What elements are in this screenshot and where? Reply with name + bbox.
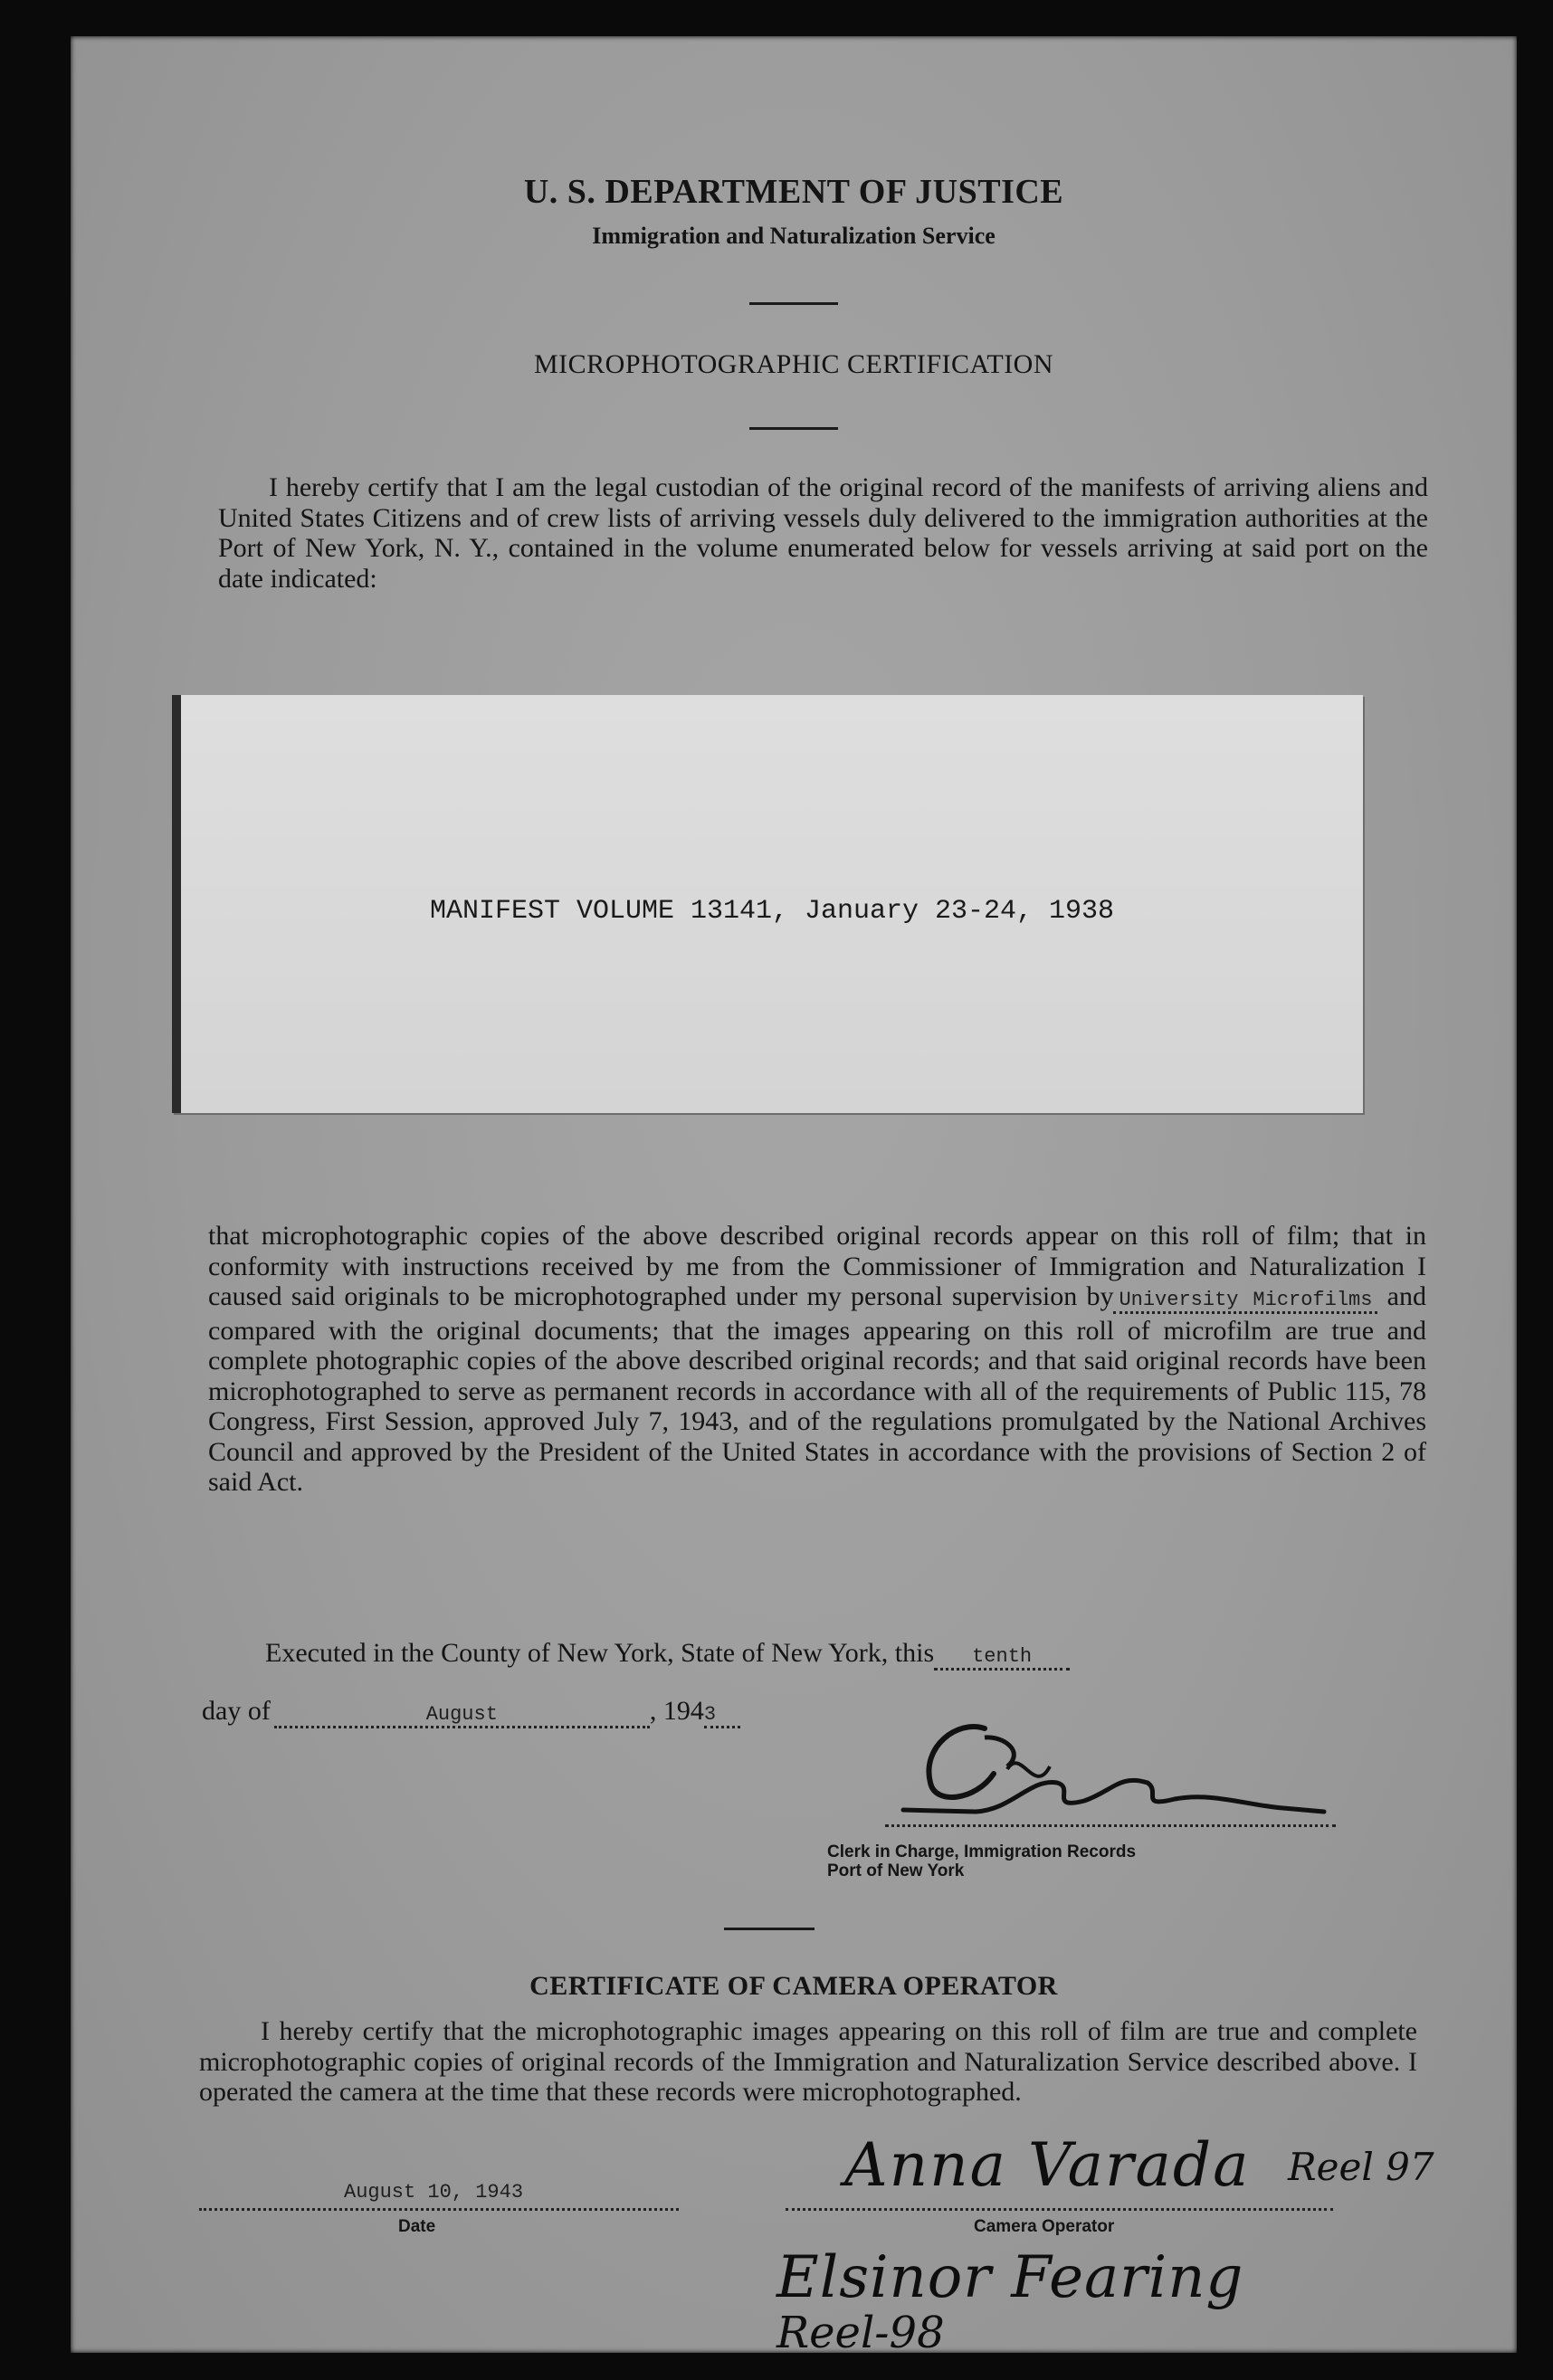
supervisor-name: University Microfilms [1113, 1289, 1377, 1314]
camera-section-title: CERTIFICATE OF CAMERA OPERATOR [529, 1971, 1058, 2001]
operator-date: August 10, 1943 [344, 2181, 524, 2204]
execution-date-line [202, 1696, 740, 1728]
manifest-volume-label: MANIFEST VOLUME 13141, January 23-24, 1938 [429, 896, 1115, 927]
camera-operator-label: Camera Operator [974, 2217, 1115, 2236]
clerk-signature [849, 1710, 1338, 1828]
department-heading: U. S. DEPARTMENT OF JUSTICE [523, 173, 1064, 211]
execution-prefix: Executed in the County of New York, State of New York, this [265, 1638, 935, 1668]
execution-year-digit: 3 [704, 1703, 740, 1728]
header-divider-1 [749, 302, 838, 305]
certificate-sheet [71, 36, 1517, 2353]
execution-day: tenth [934, 1645, 1070, 1671]
intro-paragraph: I hereby certify that I am the legal custodian of the original record of the manifests of arriving aliens and United States Citizens and of crew lists of arriving vessels duly delivered to the immigration authorities at the Port of New York, N. Y., contained in the volume enumerated below for vessels arriving at said port on the date indicated: [218, 472, 1428, 594]
second-signature: Elsinor Fearing [776, 2244, 1244, 2311]
camera-paragraph: I hereby certify that the microphotographic images appearing on this roll of film are true and complete microphotographic copies of original records of the Immigration and Naturalization Service described above. I operated the camera at the time that these records were microphotographed. [199, 2016, 1417, 2107]
operator-signature: Anna Varada [844, 2130, 1251, 2200]
manifest-label-insert [172, 695, 1363, 1113]
clerk-title-line1: Clerk in Charge, Immigration Records [827, 1842, 1137, 1861]
body-text-part1: that microphotographic copies of the above described original records appear on this roll of film; that in conformity with instructions received by me from the Commissioner of Immigration and Naturalization I caused said originals to be microphotographed under my personal supervision by [208, 1221, 1426, 1311]
body-text-part2: and compared with the original documents; that the images appearing on this roll of microfilm are true and complete photographic copies of the above described original records; and that said original records have been microphotographed to serve as permanent records in accordance with all of the requirements of Public 115, 78 Congress, First Session, approved July 7, 1943, and of the regulations promulgated by the National Archives Council and approved by the President of the United States in accordance with the provisions of Section 2 of said Act. [208, 1281, 1426, 1497]
operator-reel: Reel 97 [1288, 2145, 1434, 2189]
execution-year-prefix: , 194 [649, 1696, 704, 1726]
section-divider [724, 1928, 815, 1930]
date-line [199, 2208, 679, 2211]
body-paragraph [208, 1221, 1426, 1498]
service-subheading: Immigration and Naturalization Service [592, 223, 996, 249]
date-label: Date [398, 2217, 436, 2236]
second-reel: Reel-98 [776, 2308, 945, 2353]
day-of-label: day of [202, 1696, 271, 1726]
execution-line [265, 1638, 1070, 1671]
execution-month: August [274, 1703, 650, 1728]
operator-signature-line [786, 2208, 1333, 2211]
certification-title: MICROPHOTOGRAPHIC CERTIFICATION [533, 349, 1054, 379]
header-divider-2 [749, 427, 838, 430]
clerk-title-line2: Port of New York [827, 1861, 965, 1880]
clerk-title [827, 1842, 1136, 1880]
clerk-signature-line [885, 1824, 1336, 1827]
